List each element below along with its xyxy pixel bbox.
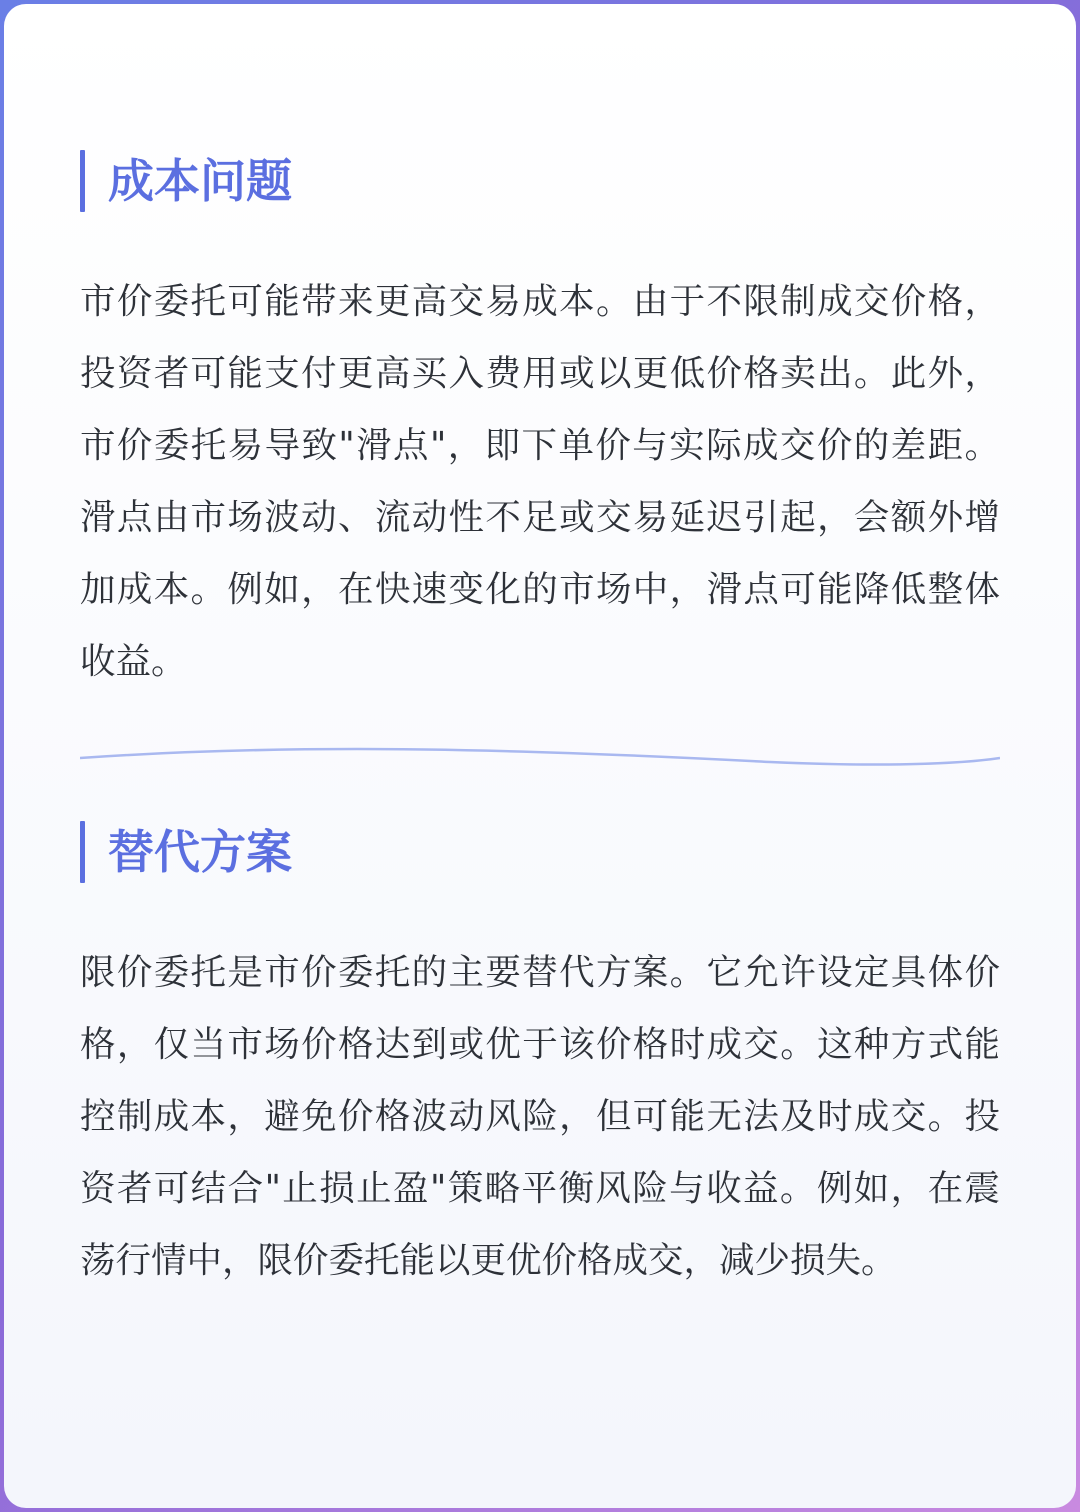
section-heading: [80, 821, 1000, 883]
heading-accent-bar: [80, 821, 85, 883]
section-title: 替代方案: [108, 825, 292, 879]
section-alternatives: [80, 821, 1000, 1297]
section-body: 市价委托可能带来更高交易成本。由于不限制成交价格，投资者可能支付更高买入费用或以更低价格卖出。此外，市价委托易导致"滑点"，即下单价与实际成交价的差距。滑点由市场波动、流动性不足或交易延迟引起，会额外增加成本。例如，在快速变化的市场中，滑点可能降低整体收益。: [80, 281, 1000, 682]
heading-accent-bar: [80, 150, 85, 212]
content-card: [4, 4, 1076, 1508]
wave-divider: [80, 740, 1000, 770]
section-title: 成本问题: [108, 154, 292, 208]
section-cost-issue: [80, 150, 1000, 698]
section-body: 限价委托是市价委托的主要替代方案。它允许设定具体价格，仅当市场价格达到或优于该价格时成交。这种方式能控制成本，避免价格波动风险，但可能无法及时成交。投资者可结合"止损止盈"策略平衡风险与收益。例如，在震荡行情中，限价委托能以更优价格成交，减少损失。: [80, 952, 1000, 1281]
section-heading: [80, 150, 1000, 212]
